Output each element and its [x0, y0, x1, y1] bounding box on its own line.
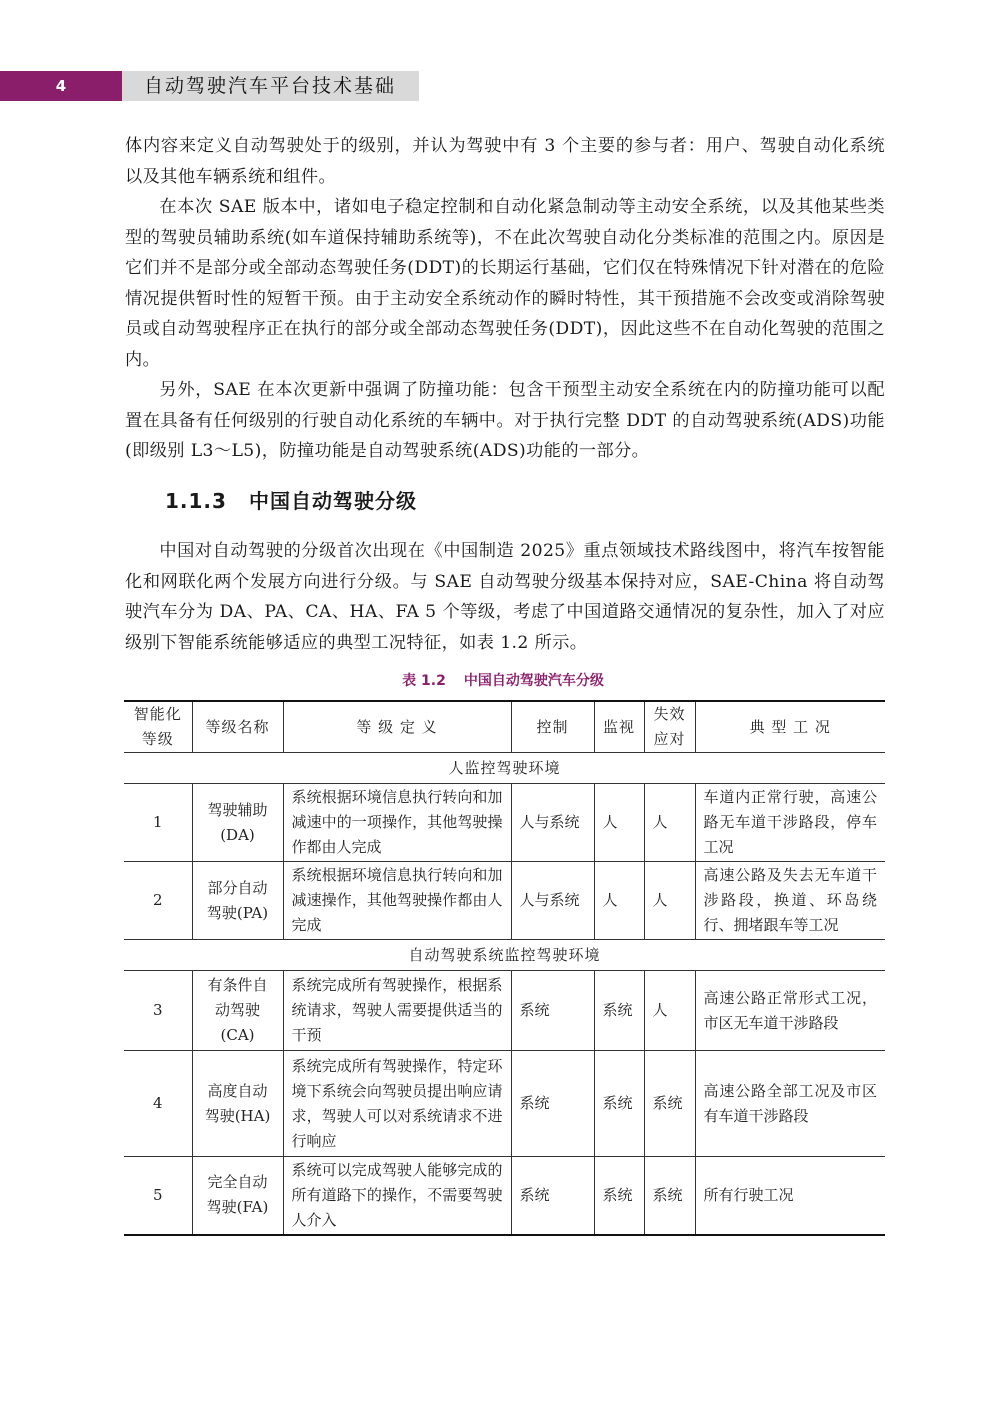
cell-name: 驾驶辅助(DA) [192, 784, 283, 862]
header-control: 控制 [511, 701, 594, 753]
cell-monitor: 系统 [594, 1157, 644, 1235]
cell-conditions: 高速公路及失去无车道干涉路段，换道、环岛绕行、拥堵跟车等工况 [695, 862, 885, 940]
header-monitor: 监视 [594, 701, 644, 753]
cell-conditions: 高速公路全部工况及市区有车道干涉路段 [695, 1051, 885, 1157]
cell-level: 1 [124, 784, 192, 862]
cell-level: 4 [124, 1051, 192, 1157]
cell-conditions: 高速公路正常形式工况，市区无车道干涉路段 [695, 971, 885, 1051]
cell-conditions: 车道内正常行驶，高速公路无车道干涉路段，停车工况 [695, 784, 885, 862]
cell-fallback: 人 [644, 971, 695, 1051]
cell-monitor: 人 [594, 784, 644, 862]
body-text-top [125, 131, 885, 467]
table-row [124, 1051, 885, 1157]
paragraph: 在本次 SAE 版本中，诸如电子稳定控制和自动化紧急制动等主动安全系统，以及其他某些类型的驾驶员辅助系统(如车道保持辅助系统等)，不在此次驾驶自动化分类标准的范围之内。原因是它们并不是部分或全部动态驾驶任务(DDT)的长期运行基础，它们仅在特殊情况下针对潜在的危险情况提供暂时性的短暂干预。由于主动安全系统动作的瞬时特性，其干预措施不会改变或消除驾驶员或自动驾驶程序正在执行的部分或全部动态驾驶任务(DDT)，因此这些不在自动化驾驶的范围之内。 [125, 197, 885, 370]
paragraph: 中国对自动驾驶的分级首次出现在《中国制造 2025》重点领域技术路线图中，将汽车按智能化和网联化两个发展方向进行分级。与 SAE 自动驾驶分级基本保持对应，SAE-China 将自动驾驶汽车分为 DA、PA、CA、HA、FA 5 个等级，考虑了中国道路交通情况的复杂性，加入了对应级别下智能系统能够适应的典型工况特征，如表 1.2 所示。 [125, 541, 885, 653]
page-number: 4 [0, 71, 122, 101]
running-header [0, 71, 1006, 101]
header-level: 智能化等级 [124, 701, 192, 753]
cell-control: 人与系统 [511, 784, 594, 862]
cell-conditions: 所有行驶工况 [695, 1157, 885, 1235]
cell-definition: 系统根据环境信息执行转向和加减速中的一项操作，其他驾驶操作都由人完成 [283, 784, 511, 862]
levels-table [124, 700, 885, 1236]
section-title: 中国自动驾驶分级 [248, 489, 417, 513]
cell-definition: 系统根据环境信息执行转向和加减速操作，其他驾驶操作都由人完成 [283, 862, 511, 940]
cell-name: 完全自动驾驶(FA) [192, 1157, 283, 1235]
body-text-bottom [125, 536, 885, 658]
header-fallback: 失效应对 [644, 701, 695, 753]
cell-fallback: 系统 [644, 1157, 695, 1235]
cell-name: 部分自动驾驶(PA) [192, 862, 283, 940]
paragraph: 体内容来定义自动驾驶处于的级别，并认为驾驶中有 3 个主要的参与者：用户、驾驶自动化系统以及其他车辆系统和组件。 [125, 136, 885, 187]
cell-monitor: 系统 [594, 1051, 644, 1157]
table-number: 表 1.2 [402, 673, 446, 689]
cell-fallback: 系统 [644, 1051, 695, 1157]
group-row [124, 753, 885, 784]
cell-fallback: 人 [644, 784, 695, 862]
group-human-monitoring: 人监控驾驶环境 [124, 753, 885, 784]
table-caption [0, 670, 1006, 690]
group-system-monitoring: 自动驾驶系统监控驾驶环境 [124, 940, 885, 971]
cell-level: 5 [124, 1157, 192, 1235]
cell-monitor: 系统 [594, 971, 644, 1051]
table-row [124, 784, 885, 862]
cell-definition: 系统完成所有驾驶操作，特定环境下系统会向驾驶员提出响应请求，驾驶人可以对系统请求不进行响应 [283, 1051, 511, 1157]
cell-fallback: 人 [644, 862, 695, 940]
cell-level: 2 [124, 862, 192, 940]
header-definition: 等 级 定 义 [283, 701, 511, 753]
cell-definition: 系统可以完成驾驶人能够完成的所有道路下的操作，不需要驾驶人介入 [283, 1157, 511, 1235]
table-row [124, 1157, 885, 1235]
cell-control: 系统 [511, 971, 594, 1051]
table-title: 中国自动驾驶汽车分级 [463, 673, 604, 689]
cell-name: 有条件自动驾驶(CA) [192, 971, 283, 1051]
cell-control: 系统 [511, 1051, 594, 1157]
table-header-row [124, 701, 885, 753]
group-row [124, 940, 885, 971]
table-row [124, 971, 885, 1051]
header-name: 等级名称 [192, 701, 283, 753]
cell-control: 人与系统 [511, 862, 594, 940]
table-row [124, 862, 885, 940]
section-heading [165, 485, 417, 514]
cell-monitor: 人 [594, 862, 644, 940]
cell-name: 高度自动驾驶(HA) [192, 1051, 283, 1157]
cell-control: 系统 [511, 1157, 594, 1235]
cell-level: 3 [124, 971, 192, 1051]
header-conditions: 典 型 工 况 [695, 701, 885, 753]
section-number: 1.1.3 [165, 489, 227, 513]
cell-definition: 系统完成所有驾驶操作，根据系统请求，驾驶人需要提供适当的干预 [283, 971, 511, 1051]
paragraph: 另外，SAE 在本次更新中强调了防撞功能：包含干预型主动安全系统在内的防撞功能可以配置在具备有任何级别的行驶自动化系统的车辆中。对于执行完整 DDT 的自动驾驶系统(ADS)功能(即级别 L3～L5)，防撞功能是自动驾驶系统(ADS)功能的一部分。 [125, 380, 885, 461]
book-title: 自动驾驶汽车平台技术基础 [122, 71, 419, 101]
